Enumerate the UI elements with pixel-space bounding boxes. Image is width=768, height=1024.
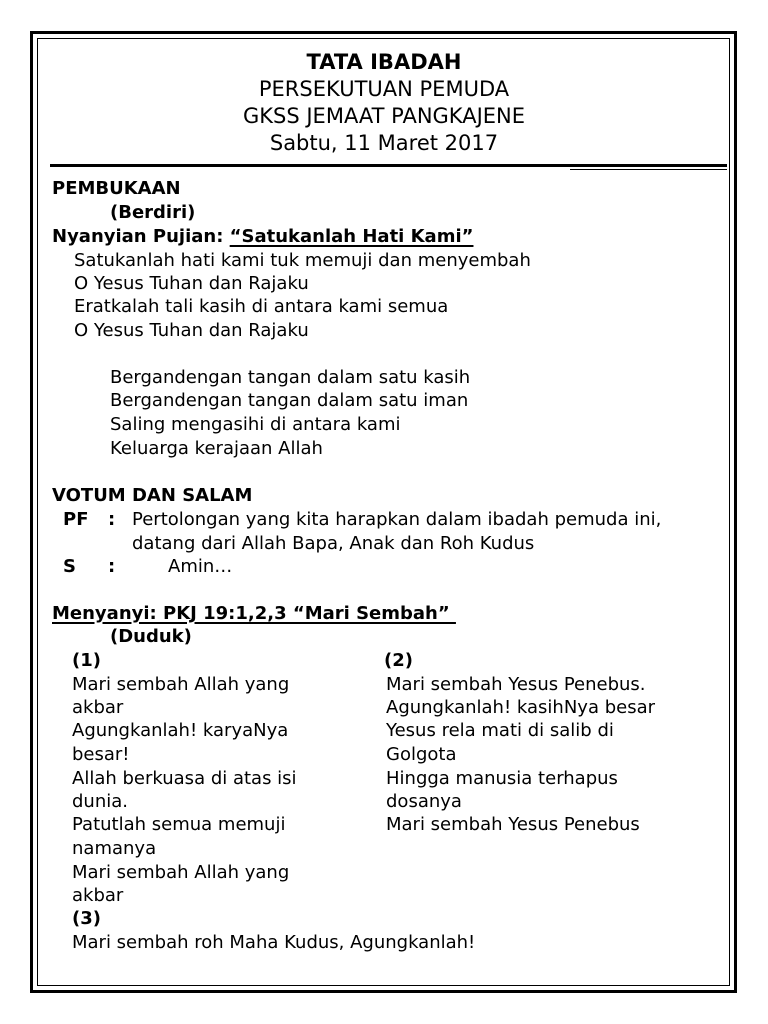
song-label: Nyanyian Pujian: bbox=[52, 226, 230, 247]
header-date: Sabtu, 11 Maret 2017 bbox=[269, 131, 499, 155]
lyric-line: Mari sembah Yesus Penebus. bbox=[386, 674, 646, 695]
lyric-line: Mari sembah Yesus Penebus bbox=[386, 814, 640, 835]
section-heading-menyanyi: Menyanyi: PKJ 19:1,2,3 “Mari Sembah” bbox=[52, 603, 456, 624]
lyric-line: Satukanlah hati kami tuk memuji dan menyembah bbox=[74, 250, 531, 271]
header-line-2: GKSS JEMAAT PANGKAJENE bbox=[242, 104, 526, 128]
lyric-line: Hingga manusia terhapus bbox=[386, 768, 618, 789]
header-divider-thin bbox=[570, 169, 727, 170]
lyric-line: O Yesus Tuhan dan Rajaku bbox=[74, 320, 309, 341]
section-heading-votum: VOTUM DAN SALAM bbox=[52, 485, 253, 506]
header-line-1: PERSEKUTUAN PEMUDA bbox=[258, 77, 510, 101]
speaker-colon: : bbox=[108, 509, 116, 530]
pf-text: Pertolongan yang kita harapkan dalam ibadah pemuda ini, bbox=[132, 509, 662, 530]
doc-title: TATA IBADAH bbox=[306, 50, 462, 74]
lyric-line: Agungkanlah! kasihNya besar bbox=[386, 697, 656, 718]
lyric-line: akbar bbox=[72, 697, 124, 718]
speaker-s: S bbox=[63, 556, 76, 577]
speaker-colon: : bbox=[108, 556, 116, 577]
song-line bbox=[52, 228, 473, 246]
pf-text-continued: datang dari Allah Bapa, Anak dan Roh Kudus bbox=[132, 533, 535, 554]
lyric-line: Bergandengan tangan dalam satu kasih bbox=[110, 367, 471, 388]
lyric-line: Golgota bbox=[386, 744, 457, 765]
lyric-line: Allah berkuasa di atas isi bbox=[72, 768, 297, 789]
lyric-line: Eratkalah tali kasih di antara kami semua bbox=[74, 296, 449, 317]
lyric-line: Patutlah semua memuji bbox=[72, 814, 286, 835]
posture-berdiri: (Berdiri) bbox=[110, 202, 196, 223]
lyric-line: Saling mengasihi di antara kami bbox=[110, 414, 401, 435]
lyric-line: Yesus rela mati di salib di bbox=[386, 720, 614, 741]
lyric-line: Mari sembah Allah yang bbox=[72, 674, 290, 695]
song-title: “Satukanlah Hati Kami” bbox=[229, 226, 474, 247]
lyric-line: besar! bbox=[72, 744, 130, 765]
lyric-line: dosanya bbox=[386, 791, 462, 812]
lyric-line: O Yesus Tuhan dan Rajaku bbox=[74, 273, 309, 294]
lyric-line: Bergandengan tangan dalam satu iman bbox=[110, 390, 469, 411]
lyric-line: Agungkanlah! karyaNya bbox=[72, 720, 289, 741]
lyric-line: Keluarga kerajaan Allah bbox=[110, 438, 323, 459]
verse-label-1: (1) bbox=[72, 650, 101, 671]
s-text: Amin… bbox=[168, 556, 233, 577]
lyric-line: namanya bbox=[72, 838, 157, 859]
posture-duduk: (Duduk) bbox=[110, 626, 192, 647]
verse-label-3: (3) bbox=[72, 908, 101, 929]
lyric-line: Mari sembah roh Maha Kudus, Agungkanlah! bbox=[72, 932, 476, 953]
lyric-line: akbar bbox=[72, 885, 124, 906]
lyric-line: Mari sembah Allah yang bbox=[72, 862, 290, 883]
speaker-pf: PF bbox=[63, 509, 89, 530]
section-heading-pembukaan: PEMBUKAAN bbox=[52, 178, 181, 199]
header-divider-thick bbox=[50, 164, 727, 167]
verse-label-2: (2) bbox=[384, 650, 413, 671]
lyric-line: dunia. bbox=[72, 791, 128, 812]
